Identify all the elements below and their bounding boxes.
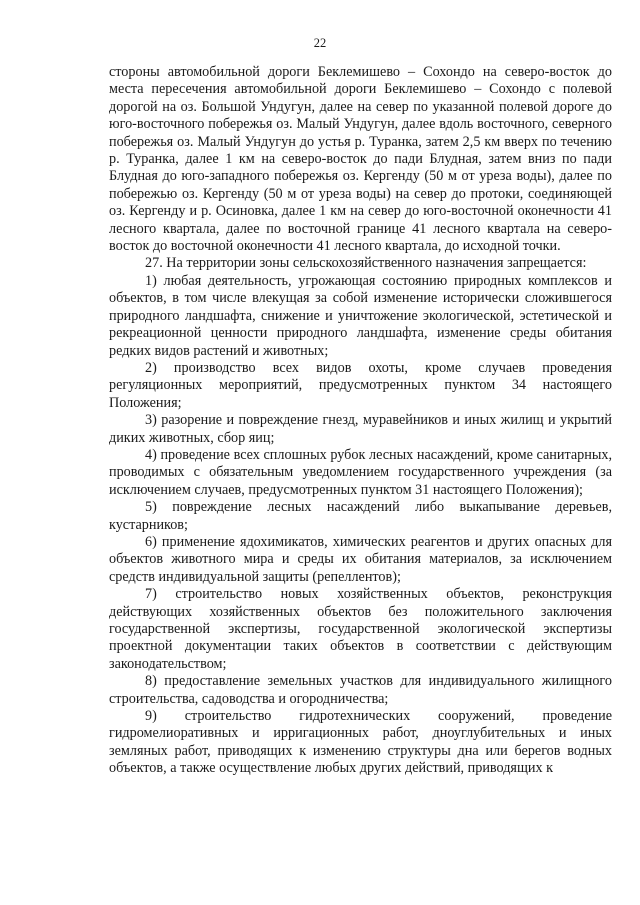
- list-item-4: 4) проведение всех сплошных рубок лесных насаждений, кроме санитарных, проводимых с обязательным уведомлением государственного учреждения (за исключением случаев, предусмотренных пунктом 31 настоящего Положения);: [109, 446, 612, 498]
- list-item-2: 2) производство всех видов охоты, кроме случаев проведения регуляционных мероприятий, предусмотренных пунктом 34 настоящего Положения;: [109, 359, 612, 411]
- list-item-9: 9) строительство гидротехнических сооружений, проведение гидромелиоративных и ирригационных работ, дноуглубительных и иных земляных работ, приводящих к изменению структуры дна или берегов водных объектов, а также осуществление любых других действий, приводящих к: [109, 708, 612, 777]
- list-item-3: 3) разорение и повреждение гнезд, муравейников и иных жилищ и укрытий диких животных, сбор яиц;: [109, 412, 612, 446]
- paragraph-continuation: стороны автомобильной дороги Беклемишево – Сохондо на северо-восток до места пересечения автомобильной дороги Беклемишево – Сохондо с полевой дорогой на оз. Большой Ундугун, далее на север по указанной полевой дороге до юго-восточного побережья оз. Малый Ундугун, далее вдоль восточного, северного побережья оз. Малый Ундугун до устья р. Туранка, затем 2,5 км вверх по течению р. Туранка, далее 1 км на северо-восток до пади Блудная, затем вниз по пади Блудная до юго-западного побережья оз. Кергенду (50 м от уреза воды), далее по побережью оз. Кергенду (50 м от уреза воды) на север до протоки, соединяющей оз. Кергенду и р. Осиновка, далее 1 км на север до юго-восточной оконечности 41 лесного квартала, далее по восточной границе 41 лесного квартала на северо-восток до восточной оконечности 41 лесного квартала, до исходной точки.: [109, 64, 612, 255]
- list-item-8: 8) предоставление земельных участков для индивидуального жилищного строительства, садоводства и огородничества;: [109, 673, 612, 707]
- list-item-1: 1) любая деятельность, угрожающая состоянию природных комплексов и объектов, в том числе влекущая за собой изменение исторически сложившегося природного ландшафта, снижение и уничтожение экологической, эстетической и рекреационной ценности природного ландшафта, изменение среды обитания редких видов растений и животных;: [109, 272, 612, 359]
- paragraph-clause-27: 27. На территории зоны сельскохозяйственного назначения запрещается:: [145, 255, 587, 272]
- list-item-7: 7) строительство новых хозяйственных объектов, реконструкция действующих хозяйственных объектов без положительного заключения государственной экспертизы, государственной экологической экспертизы проектной документации таких объектов в соответствии с действующим законодательством;: [109, 586, 612, 672]
- document-body: [109, 64, 612, 778]
- page-number: 22: [313, 36, 327, 50]
- list-item-5: 5) повреждение лесных насаждений либо выкапывание деревьев, кустарников;: [109, 499, 612, 533]
- list-item-6: 6) применение ядохимикатов, химических реагентов и других опасных для объектов животного мира и среды их обитания материалов, за исключением средств индивидуальной защиты (репеллентов);: [109, 533, 612, 585]
